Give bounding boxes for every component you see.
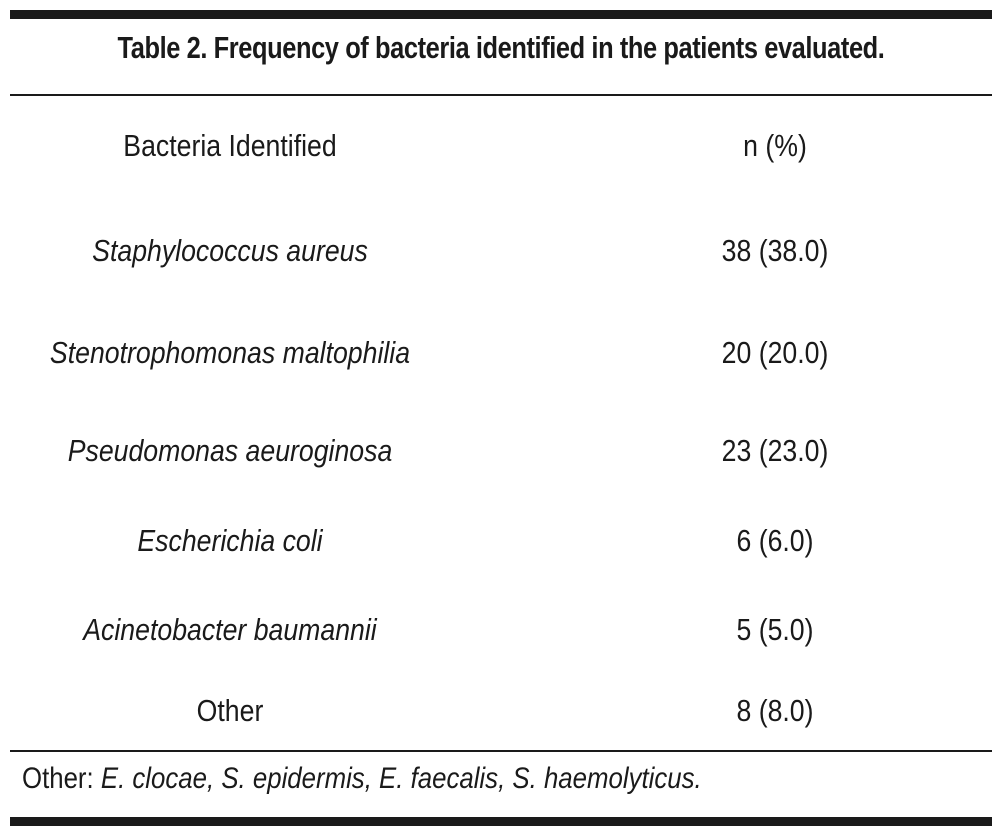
table-caption: Table 2. Frequency of bacteria identified in the patients evaluated. bbox=[117, 30, 885, 65]
footnote-species: E. clocae, S. epidermis, E. faecalis, S. haemolyticus. bbox=[100, 762, 702, 795]
row-value: 20 (20.0) bbox=[721, 335, 829, 370]
top-thick-rule bbox=[10, 10, 992, 19]
row-value: 5 (5.0) bbox=[736, 612, 814, 647]
header-n-percent: n (%) bbox=[743, 128, 807, 163]
row-value: 6 (6.0) bbox=[736, 523, 814, 558]
row-name: Staphylococcus aureus bbox=[92, 233, 368, 268]
row-name: Stenotrophomonas maltophilia bbox=[49, 335, 411, 370]
row-name: Other bbox=[196, 693, 264, 728]
row-value: 23 (23.0) bbox=[721, 433, 829, 468]
row-name: Pseudomonas aeuroginosa bbox=[67, 433, 393, 468]
row-name: Escherichia coli bbox=[137, 523, 323, 558]
row-value: 38 (38.0) bbox=[721, 233, 829, 268]
row-value: 8 (8.0) bbox=[736, 693, 814, 728]
footnote-divider bbox=[10, 750, 992, 752]
row-name: Acinetobacter baumannii bbox=[83, 612, 377, 647]
caption-divider bbox=[10, 94, 992, 96]
footnote-label: Other: bbox=[22, 762, 101, 795]
table-footnote bbox=[22, 762, 702, 796]
header-bacteria: Bacteria Identified bbox=[123, 128, 337, 163]
bottom-thick-rule bbox=[10, 817, 992, 826]
